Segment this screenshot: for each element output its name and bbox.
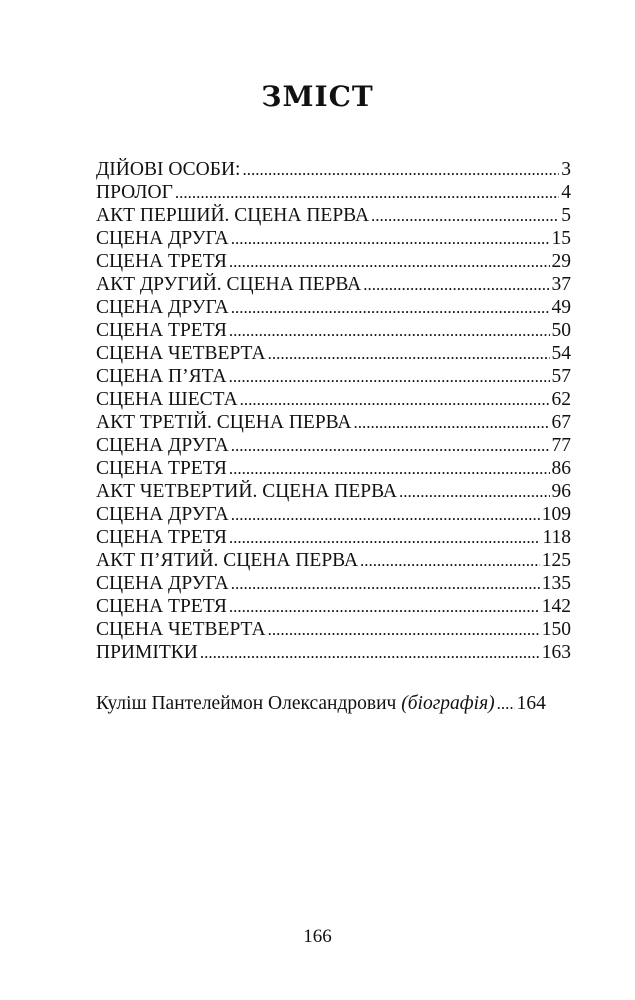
toc-entry-label: АКТ ЧЕТВЕРТИЙ. СЦЕНА ПЕРВА	[96, 481, 397, 502]
toc-entry	[96, 296, 571, 319]
dot-leader	[229, 365, 550, 388]
toc-entry-label: ДІЙОВІ ОСОБИ:	[96, 159, 241, 180]
toc-entry-label: АКТ ТРЕТІЙ. СЦЕНА ПЕРВА	[96, 412, 352, 433]
toc-entry	[96, 388, 571, 411]
dot-leader	[240, 388, 550, 411]
toc-entry	[96, 618, 571, 641]
toc-entry-page: 57	[551, 366, 571, 387]
dot-leader	[363, 273, 549, 296]
toc-entry-label: СЦЕНА ТРЕТЯ	[96, 458, 227, 479]
dot-leader	[360, 549, 540, 572]
toc-entry-page: 49	[551, 297, 571, 318]
toc-entry-label: СЦЕНА ДРУГА	[96, 228, 229, 249]
dot-leader	[231, 434, 550, 457]
dot-leader	[242, 158, 559, 181]
toc-entry-page: 125	[541, 550, 571, 571]
toc-entry-label: СЦЕНА ДРУГА	[96, 504, 229, 525]
toc-entry-page: 135	[541, 573, 571, 594]
toc-entry-page: 96	[551, 481, 571, 502]
toc-entry-page: 54	[551, 343, 571, 364]
toc-entry-label: СЦЕНА ЧЕТВЕРТА	[96, 343, 266, 364]
dot-leader	[229, 319, 550, 342]
toc-entry-label: СЦЕНА ТРЕТЯ	[96, 320, 227, 341]
toc-entry-label: СЦЕНА ДРУГА	[96, 297, 229, 318]
toc-entry	[96, 503, 571, 526]
dot-leader	[268, 618, 540, 641]
toc-entry	[96, 411, 571, 434]
biography-entry	[96, 692, 574, 715]
toc-entry-label: СЦЕНА ДРУГА	[96, 573, 229, 594]
toc-entry-page: 86	[551, 458, 571, 479]
toc-entry-page: 77	[551, 435, 571, 456]
toc-entry-label: ПРОЛОГ	[96, 182, 173, 203]
toc-entry-page: 118	[542, 527, 571, 548]
toc-entry-label: АКТ ДРУГИЙ. СЦЕНА ПЕРВА	[96, 274, 362, 295]
toc-entry-page: 15	[551, 228, 571, 249]
dot-leader	[229, 526, 541, 549]
toc-entry-label: СЦЕНА ДРУГА	[96, 435, 229, 456]
toc-entry	[96, 273, 571, 296]
toc-entry-page: 163	[541, 642, 571, 663]
toc-entry-label: АКТ ПЕРШИЙ. СЦЕНА ПЕРВА	[96, 205, 370, 226]
toc-entry	[96, 204, 571, 227]
biography-page: 164	[516, 693, 546, 714]
toc-entry-label: СЦЕНА ЧЕТВЕРТА	[96, 619, 266, 640]
dot-leader	[229, 595, 540, 618]
dot-leader	[229, 457, 550, 480]
toc-entry-page: 62	[551, 389, 571, 410]
toc-entry-page: 29	[551, 251, 571, 272]
toc-entry	[96, 342, 571, 365]
toc-entry-page: 142	[541, 596, 571, 617]
dot-leader	[268, 342, 550, 365]
biography-name: Куліш Пантелеймон Олександрович	[96, 693, 397, 714]
dot-leader	[229, 250, 550, 273]
toc-entry	[96, 595, 571, 618]
dot-leader	[231, 503, 540, 526]
toc-entry	[96, 549, 571, 572]
toc-entry-page: 150	[541, 619, 571, 640]
toc-entry	[96, 641, 571, 664]
toc-entry-page: 50	[551, 320, 571, 341]
dot-leader	[399, 480, 550, 503]
toc-entry-label: СЦЕНА П’ЯТА	[96, 366, 227, 387]
toc-entry	[96, 434, 571, 457]
toc-entry	[96, 158, 571, 181]
toc-entry	[96, 480, 571, 503]
dot-leader	[231, 572, 540, 595]
biography-note: (біографія)	[401, 693, 495, 714]
toc-entry-page: 37	[551, 274, 571, 295]
toc-entry	[96, 181, 571, 204]
toc-entry	[96, 227, 571, 250]
toc-entry-label: СЦЕНА ТРЕТЯ	[96, 251, 227, 272]
dot-leader	[371, 204, 559, 227]
dot-leader	[497, 692, 515, 715]
toc-entry	[96, 457, 571, 480]
table-of-contents	[96, 158, 571, 664]
toc-entry	[96, 526, 571, 549]
toc-entry	[96, 250, 571, 273]
page-title: ЗМІСТ	[261, 80, 374, 113]
dot-leader	[200, 641, 540, 664]
page-number: 166	[303, 926, 332, 947]
toc-entry	[96, 319, 571, 342]
toc-entry-label: СЦЕНА ТРЕТЯ	[96, 596, 227, 617]
toc-entry-page: 3	[561, 159, 571, 180]
dot-leader	[231, 227, 550, 250]
toc-entry-page: 5	[561, 205, 571, 226]
dot-leader	[354, 411, 550, 434]
toc-entry-label: ПРИМІТКИ	[96, 642, 198, 663]
dot-leader	[175, 181, 559, 204]
toc-entry	[96, 572, 571, 595]
toc-entry-label: АКТ П’ЯТИЙ. СЦЕНА ПЕРВА	[96, 550, 359, 571]
toc-entry-page: 109	[541, 504, 571, 525]
toc-entry-label: СЦЕНА ТРЕТЯ	[96, 527, 227, 548]
dot-leader	[231, 296, 550, 319]
toc-entry	[96, 365, 571, 388]
toc-entry-page: 4	[561, 182, 571, 203]
toc-entry-label: СЦЕНА ШЕСТА	[96, 389, 238, 410]
toc-entry-page: 67	[551, 412, 571, 433]
